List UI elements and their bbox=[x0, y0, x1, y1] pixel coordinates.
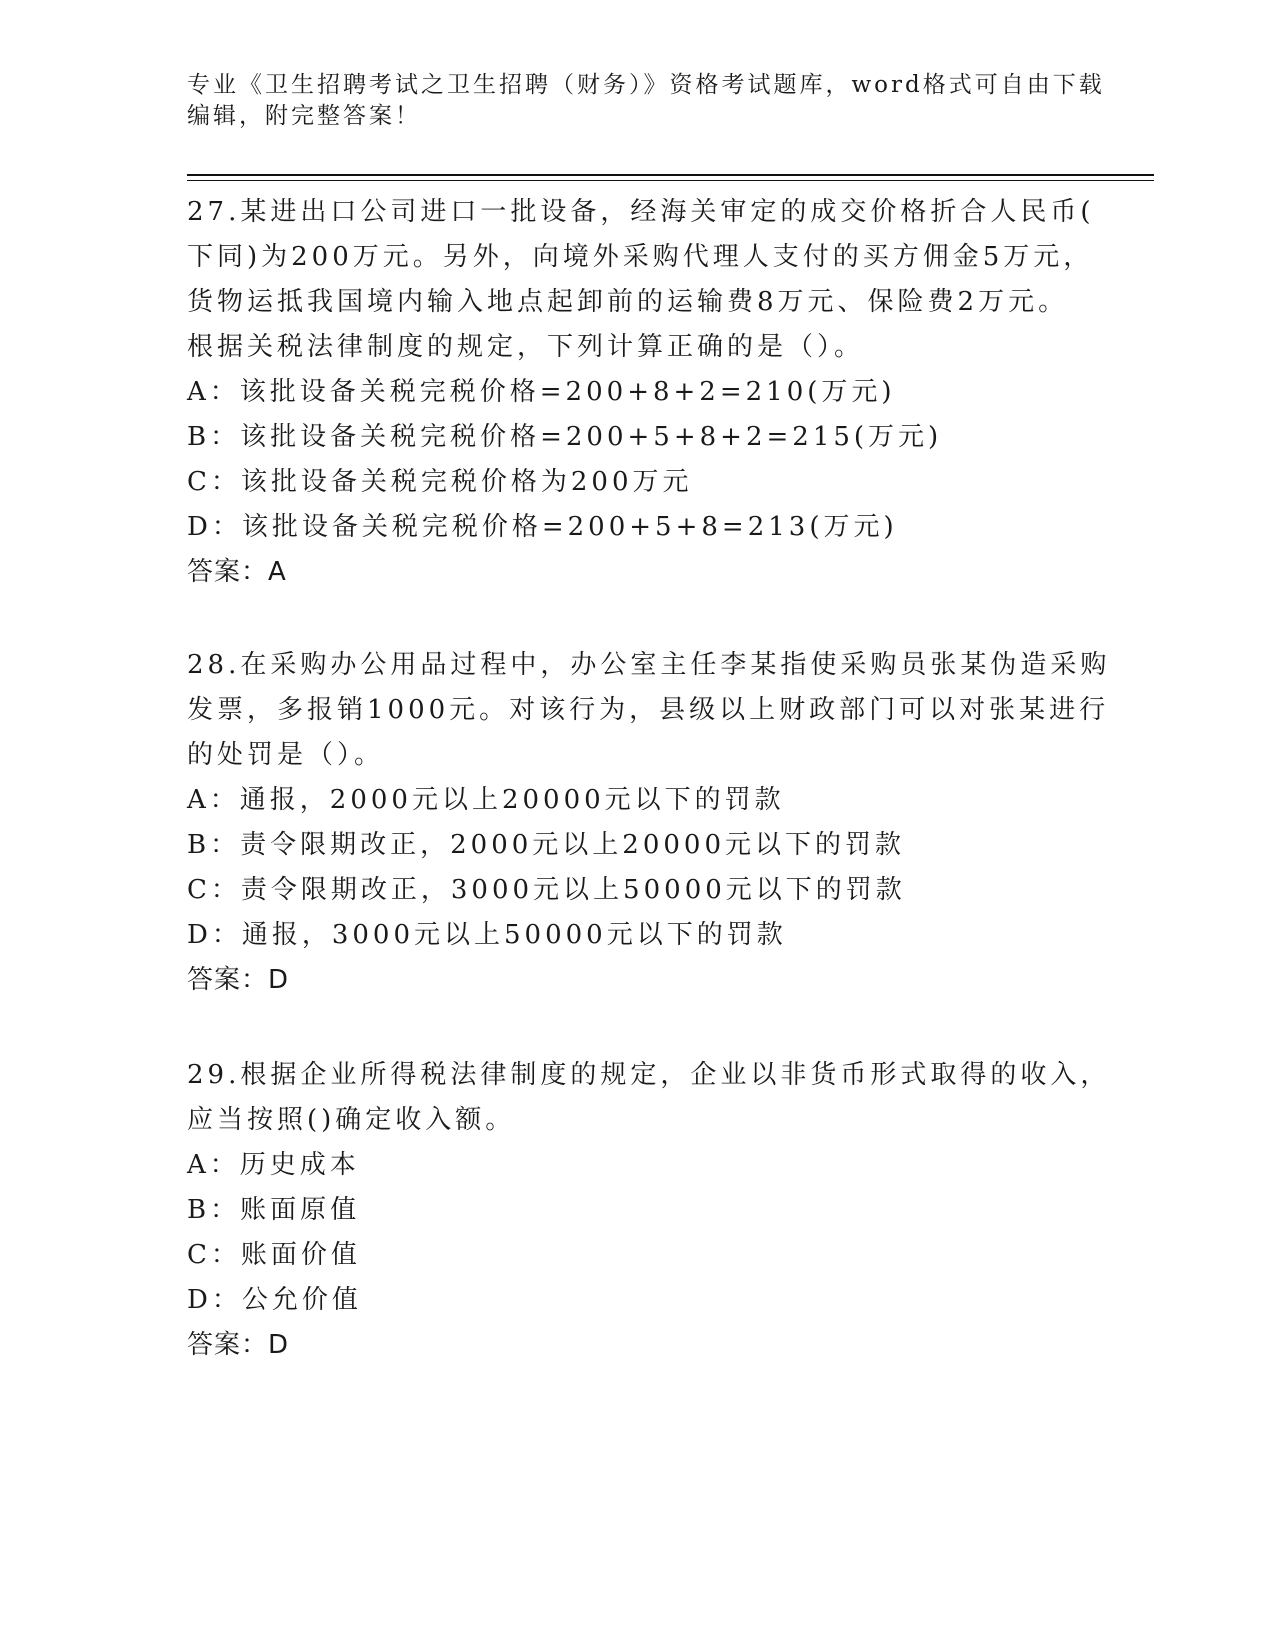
option-c: C：该批设备关税完税价格为200万元 bbox=[187, 467, 693, 497]
question-stem-line: 27.某进出口公司进口一批设备，经海关审定的成交价格折合人民币( bbox=[187, 197, 1095, 227]
question-29 bbox=[187, 1053, 1111, 1368]
question-stem-line: 的处罚是（）。 bbox=[187, 740, 385, 770]
answer-line: 答案：A bbox=[187, 557, 287, 587]
question-28 bbox=[187, 643, 1111, 1003]
option-d: D：通报，3000元以上50000元以下的罚款 bbox=[187, 920, 787, 950]
document-header bbox=[187, 70, 1105, 132]
question-stem-line: 根据关税法律制度的规定，下列计算正确的是（）。 bbox=[187, 332, 865, 362]
option-d: D：该批设备关税完税价格=200+5+8=213(万元) bbox=[187, 512, 898, 542]
option-a: A：通报，2000元以上20000元以下的罚款 bbox=[187, 785, 785, 815]
header-divider bbox=[187, 180, 1154, 181]
question-stem-line: 下同)为200万元。另外，向境外采购代理人支付的买方佣金5万元， bbox=[187, 242, 1094, 272]
option-b: B：账面原值 bbox=[187, 1195, 361, 1225]
question-stem-line: 发票，多报销1000元。对该行为，县级以上财政部门可以对张某进行 bbox=[187, 695, 1110, 725]
question-stem-line: 货物运抵我国境内输入地点起卸前的运输费8万元、保险费2万元。 bbox=[187, 287, 1069, 317]
option-c: C：责令限期改正，3000元以上50000元以下的罚款 bbox=[187, 875, 906, 905]
option-b: B：该批设备关税完税价格=200+5+8+2=215(万元) bbox=[187, 422, 943, 452]
answer-line: 答案：D bbox=[187, 965, 290, 995]
option-a: A：历史成本 bbox=[187, 1150, 360, 1180]
question-stem-line: 29.根据企业所得税法律制度的规定，企业以非货币形式取得的收入， bbox=[187, 1060, 1111, 1090]
option-b: B：责令限期改正，2000元以上20000元以下的罚款 bbox=[187, 830, 905, 860]
question-stem-line: 28.在采购办公用品过程中，办公室主任李某指使采购员张某伪造采购 bbox=[187, 650, 1111, 680]
option-a: A：该批设备关税完税价格=200+8+2=210(万元) bbox=[187, 377, 896, 407]
option-c: C：账面价值 bbox=[187, 1240, 361, 1270]
question-stem-line: 应当按照()确定收入额。 bbox=[187, 1105, 516, 1135]
question-27 bbox=[187, 190, 1095, 595]
header-line: 编辑，附完整答案！ bbox=[187, 103, 421, 129]
answer-line: 答案：D bbox=[187, 1330, 290, 1360]
option-d: D：公允价值 bbox=[187, 1285, 362, 1315]
header-divider bbox=[187, 174, 1154, 176]
header-line: 专业《卫生招聘考试之卫生招聘（财务）》资格考试题库，word格式可自由下载 bbox=[187, 72, 1105, 98]
